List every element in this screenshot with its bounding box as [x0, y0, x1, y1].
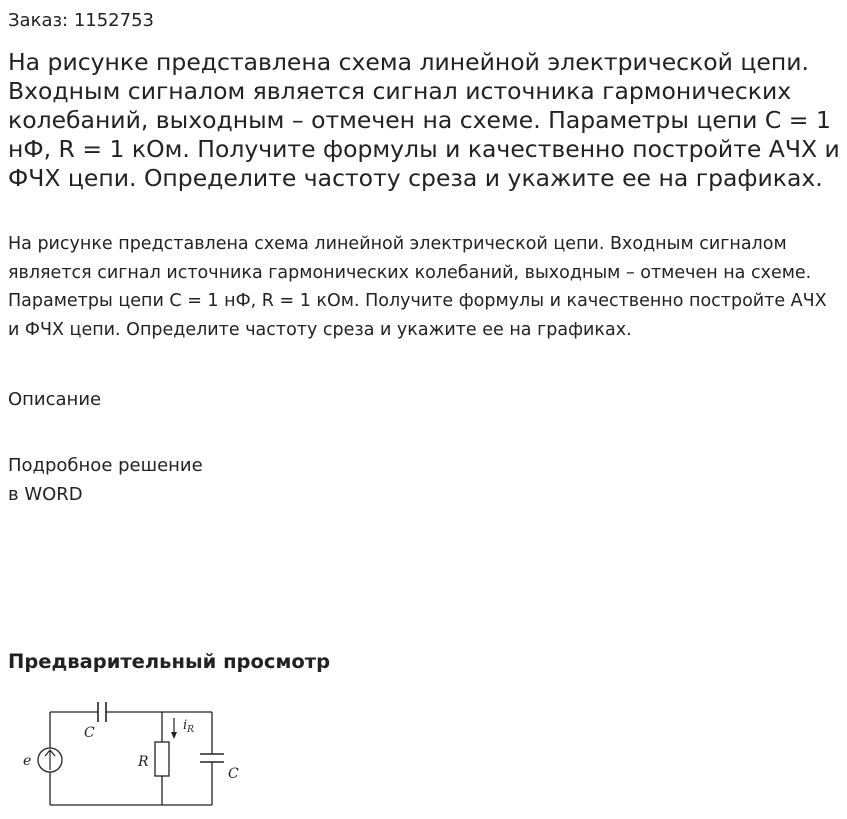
shunt-capacitor-label: C	[228, 766, 239, 782]
description-label: Описание	[8, 389, 102, 410]
solution-info	[8, 451, 203, 509]
series-capacitor-label: C	[84, 725, 95, 741]
order-number: Заказ: 1152753	[8, 10, 154, 31]
current-arrow-icon	[171, 718, 177, 739]
current-label: $i_R$	[183, 718, 194, 735]
resistor-symbol	[155, 742, 169, 776]
preview-heading: Предварительный просмотр	[8, 650, 331, 673]
source-symbol	[38, 748, 62, 772]
resistor-label: R	[138, 754, 149, 770]
solution-line-2: в WORD	[8, 484, 83, 505]
solution-line-1: Подробное решение	[8, 455, 203, 476]
task-title: На рисунке представлена схема линейной электрической цепи. Входным сигналом является сигнал источника гармонических колебаний, выходным – отмечен на схеме. Параметры цепи C = 1 нФ, R = 1 кОм. Получите формулы и качественно постройте АЧХ и ФЧХ цепи. Определите частоту среза и укажите ее на графиках.	[8, 48, 840, 192]
source-label: e	[23, 753, 32, 769]
shunt-capacitor-symbol	[200, 754, 224, 762]
series-capacitor-symbol	[98, 702, 106, 722]
circuit-diagram	[18, 694, 244, 812]
task-description: На рисунке представлена схема линейной электрической цепи. Входным сигналом является сигнал источника гармонических колебаний, выходным – отмечен на схеме. Параметры цепи C = 1 нФ, R = 1 кОм. Получите формулы и качественно постройте АЧХ и ФЧХ цепи. Определите частоту среза и укажите ее на графиках.	[8, 234, 827, 340]
